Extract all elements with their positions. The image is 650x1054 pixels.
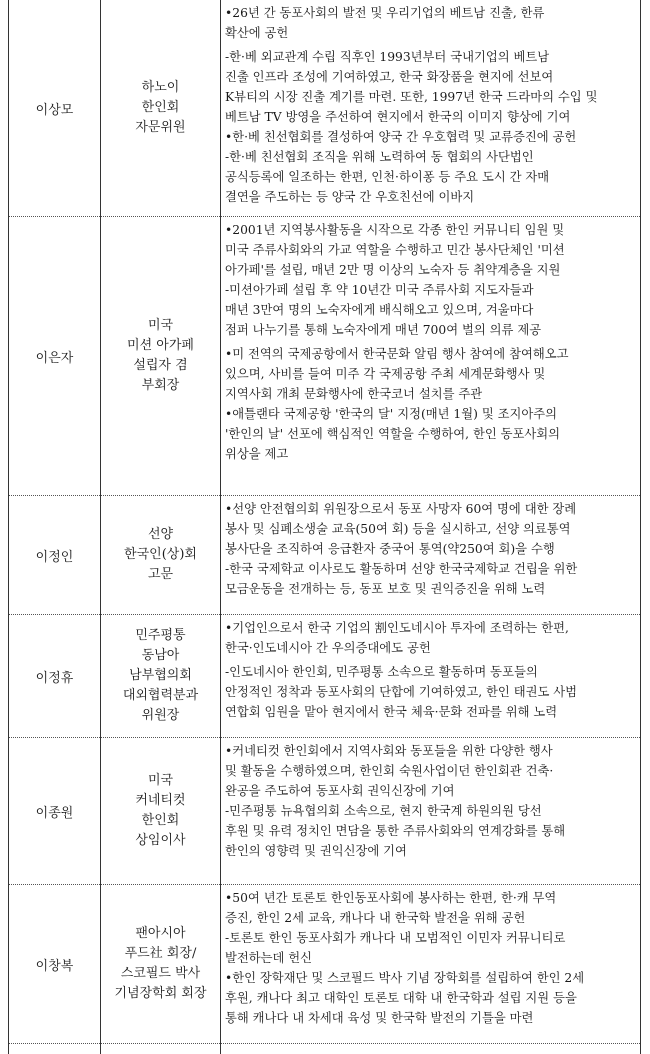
- position-line: 한인회: [101, 98, 220, 118]
- achievement-line: 매년 3만여 명의 노숙자에게 배식해오고 있으며, 겨울마다: [225, 300, 637, 320]
- awardee-achievements: [221, 885, 641, 1044]
- achievement-line: K뷰티의 시장 진출 계기를 마련. 또한, 1997년 한국 드라마의 수입 및: [225, 87, 637, 107]
- awardee-name: 이은자: [9, 217, 101, 496]
- achievement-line: •커네티컷 한인회에서 지역사회와 동포들을 위한 다양한 행사: [225, 741, 637, 761]
- awardee-name: 이정인: [9, 496, 101, 615]
- achievement-line: 한인의 영향력 및 권익신장에 기여: [225, 841, 637, 861]
- achievement-line: 증진, 한인 2세 교육, 캐나다 내 한국학 발전을 위해 공헌: [225, 908, 637, 928]
- awardee-achievements: [221, 0, 641, 217]
- achievement-line: -토론토 한인 동포사회가 캐나다 내 모범적인 이민자 커뮤니티로: [225, 928, 637, 948]
- table-row: [9, 217, 641, 496]
- achievement-line: 지역사회 개최 문화행사에 한국코너 설치를 주관: [225, 384, 637, 404]
- position-line: 스코필드 박사: [101, 964, 220, 984]
- position-line: 팬아시아: [101, 924, 220, 944]
- table-row: [9, 0, 641, 217]
- achievement-line: -한·베 친선협회 조직을 위해 노력하여 동 협회의 사단법인: [225, 147, 637, 167]
- position-line: 고문: [101, 565, 220, 585]
- achievement-line: 점퍼 나누기를 통해 노숙자에게 매년 700여 벌의 의류 제공: [225, 320, 637, 340]
- awardee-name: 이상모: [9, 0, 101, 217]
- awardee-position: [101, 496, 221, 615]
- achievement-line: 공식등록에 일조하는 한편, 인천·하이퐁 등 주요 도시 간 자매: [225, 167, 637, 187]
- achievement-line: '한인의 날' 선포에 핵심적인 역할을 수행하여, 한인 동포사회의: [225, 424, 637, 444]
- achievement-line: •애틀랜타 국제공항 '한국의 달' 지정(매년 1월) 및 조지아주의: [225, 404, 637, 424]
- achievement-line: 한국·인도네시아 간 우의증대에도 공헌: [225, 638, 637, 658]
- position-line: 대외협력분과: [101, 686, 220, 706]
- awardee-table-sheet: [8, 0, 640, 1054]
- achievement-line: 봉사 및 심폐소생술 교육(50여 회) 등을 실시하고, 선양 의료통역: [225, 519, 637, 539]
- achievement-line: 통해 캐나다 내 차세대 육성 및 한국학 발전의 기틀을 마련: [225, 1008, 637, 1028]
- table-row: [9, 885, 641, 1044]
- position-line: 상임이사: [101, 831, 220, 851]
- achievement-line: •한·베 친선협회를 결성하여 양국 간 우호협력 및 교류증진에 공헌: [225, 127, 637, 147]
- achievement-line: 및 활동을 수행하였으며, 한인회 숙원사업이던 한인회관 건축·: [225, 761, 637, 781]
- achievement-line: •50여 년간 토론토 한인동포사회에 봉사하는 한편, 한·캐 무역: [225, 888, 637, 908]
- awardee-achievements: [221, 496, 641, 615]
- awardee-position: [101, 615, 221, 738]
- table-row: [9, 738, 641, 885]
- achievement-line: •기업인으로서 한국 기업의 割인도네시아 투자에 조력하는 한편,: [225, 618, 637, 638]
- achievement-line: 연합회 임원을 맡아 현지에서 한국 체육·문화 전파를 위해 노력: [225, 702, 637, 722]
- achievement-line: 미국 주류사회와의 가교 역할을 수행하고 민간 봉사단체인 '미션: [225, 240, 637, 260]
- empty-cell: [221, 1044, 641, 1054]
- achievement-line: -미션아가페 설립 후 약 10년간 미국 주류사회 지도자들과: [225, 280, 637, 300]
- position-line: 커네티컷: [101, 791, 220, 811]
- position-line: 설립자 겸: [101, 356, 220, 376]
- position-line: 남부협의회: [101, 666, 220, 686]
- position-line: 하노이: [101, 78, 220, 98]
- awardee-achievements: [221, 217, 641, 496]
- achievement-line: 진출 인프라 조성에 기여하였고, 한국 화장품을 현지에 선보여: [225, 67, 637, 87]
- achievement-line: -한·베 외교관계 수립 직후인 1993년부터 국내기업의 베트남: [225, 47, 637, 67]
- achievement-line: 완공을 주도하여 동포사회 권익신장에 기여: [225, 781, 637, 801]
- awardee-position: [101, 885, 221, 1044]
- achievement-line: 발전하는데 헌신: [225, 948, 637, 968]
- table-row: [9, 496, 641, 615]
- awardee-position: [101, 0, 221, 217]
- awardee-achievements: [221, 615, 641, 738]
- achievement-line: •선양 안전협의회 위원장으로서 동포 사망자 60여 명에 대한 장례: [225, 499, 637, 519]
- achievement-line: 후원 및 유력 정치인 면담을 통한 주류사회와의 연계강화를 통해: [225, 821, 637, 841]
- awardee-achievements: [221, 738, 641, 885]
- position-line: 미국: [101, 771, 220, 791]
- achievement-line: -인도네시아 한인회, 민주평통 소속으로 활동하며 동포들의: [225, 662, 637, 682]
- achievement-line: 봉사단을 조직하여 응급환자 중국어 통역(약250여 회)을 수행: [225, 539, 637, 559]
- achievement-line: -한국 국제학교 이사로도 활동하며 선양 한국국제학교 건립을 위한: [225, 559, 637, 579]
- position-line: 자문위원: [101, 118, 220, 138]
- achievement-line: 아가페'를 설립, 매년 2만 명 이상의 노숙자 등 취약계층을 지원: [225, 260, 637, 280]
- achievement-line: 확산에 공헌: [225, 23, 637, 43]
- achievement-line: 위상을 제고: [225, 444, 637, 464]
- position-line: 선양: [101, 525, 220, 545]
- achievement-line: •2001년 지역봉사활동을 시작으로 각종 한인 커뮤니티 임원 및: [225, 220, 637, 240]
- position-line: 미션 아가페: [101, 336, 220, 356]
- achievement-line: •한인 장학재단 및 스코필드 박사 기념 장학회를 설립하여 한인 2세: [225, 968, 637, 988]
- awardee-name: 이창복: [9, 885, 101, 1044]
- awardee-position: [101, 217, 221, 496]
- awardee-position: [101, 738, 221, 885]
- position-line: 한국인(상)회: [101, 545, 220, 565]
- achievement-line: 모금운동을 전개하는 등, 동포 보호 및 권익증진을 위해 노력: [225, 579, 637, 599]
- position-line: 동남아: [101, 646, 220, 666]
- position-line: 미국: [101, 316, 220, 336]
- achievement-line: -민주평통 뉴욕협의회 소속으로, 현지 한국계 하원의원 당선: [225, 801, 637, 821]
- empty-cell: [9, 1044, 101, 1054]
- position-line: 기념장학회 회장: [101, 984, 220, 1004]
- table-row: [9, 615, 641, 738]
- position-line: 위원장: [101, 706, 220, 726]
- empty-cell: [101, 1044, 221, 1054]
- position-line: 푸드社 회장/: [101, 944, 220, 964]
- achievement-line: 있으며, 사비를 들여 미주 각 국제공항 주최 세계문화행사 및: [225, 364, 637, 384]
- achievement-line: 결연을 주도하는 등 양국 간 우호친선에 이바지: [225, 187, 637, 207]
- achievement-line: •26년 간 동포사회의 발전 및 우리기업의 베트남 진출, 한류: [225, 3, 637, 23]
- achievement-line: •미 전역의 국제공항에서 한국문화 알림 행사 참여에 참여해오고: [225, 344, 637, 364]
- table-row-continued: [9, 1044, 641, 1054]
- awardee-name: 이정휴: [9, 615, 101, 738]
- position-line: 한인회: [101, 811, 220, 831]
- achievement-line: 베트남 TV 방영을 주선하여 현지에서 한국의 이미지 향상에 기여: [225, 107, 637, 127]
- awardee-table: [8, 0, 641, 1054]
- position-line: 부회장: [101, 376, 220, 396]
- awardee-name: 이종원: [9, 738, 101, 885]
- achievement-line: 후원, 캐나다 최고 대학인 토론토 대학 내 한국학과 설립 지원 등을: [225, 988, 637, 1008]
- position-line: 민주평통: [101, 626, 220, 646]
- achievement-line: 안정적인 정착과 동포사회의 단합에 기여하였고, 한인 태권도 사범: [225, 682, 637, 702]
